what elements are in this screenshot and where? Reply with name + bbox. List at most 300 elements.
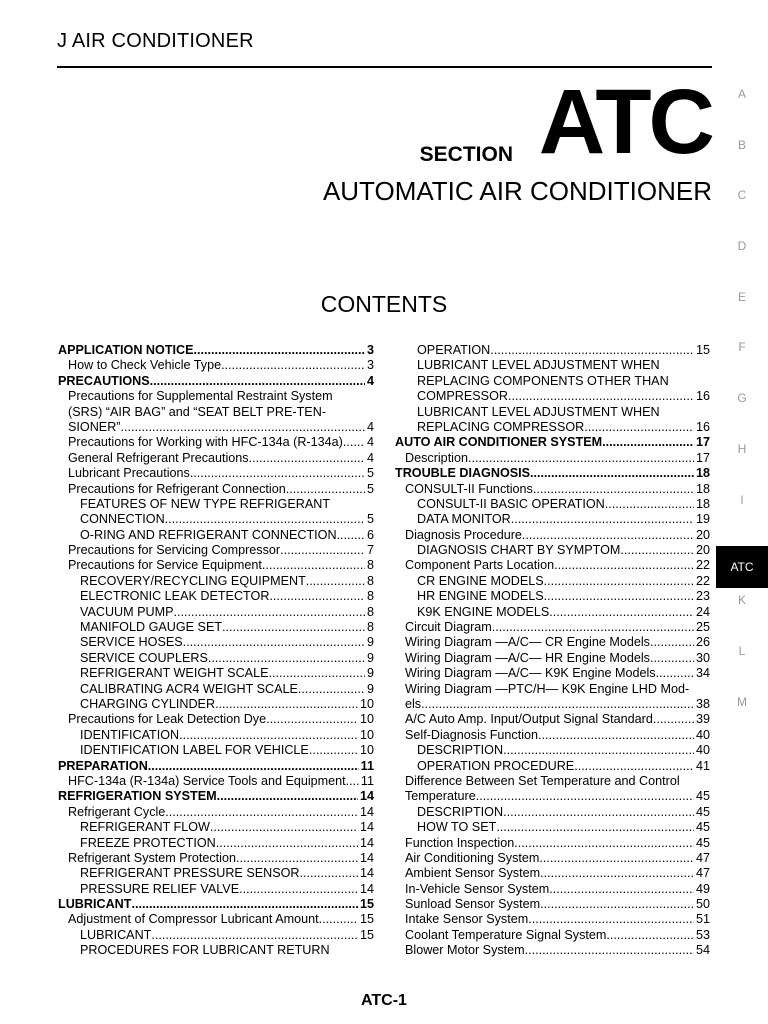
toc-entry[interactable] — [395, 851, 710, 866]
toc-entry[interactable] — [395, 836, 710, 851]
toc-entry[interactable] — [58, 712, 374, 727]
toc-entry-page: 6 — [366, 527, 374, 542]
toc-entry[interactable] — [58, 805, 374, 820]
toc-entry-title: Description — [405, 450, 468, 465]
toc-entry-title: Intake Sensor System — [405, 912, 529, 927]
toc-entry-page: 45 — [695, 789, 710, 804]
toc-entry-page: 5 — [366, 481, 374, 496]
toc-entry-title: CONNECTION — [80, 512, 165, 527]
toc-leader-dots — [525, 943, 694, 958]
toc-entry-title: CR ENGINE MODELS — [417, 573, 544, 588]
toc-entry[interactable] — [395, 497, 710, 512]
toc-leader-dots — [319, 912, 358, 927]
section-tab-a[interactable]: A — [737, 87, 746, 101]
toc-entry[interactable] — [58, 451, 374, 466]
toc-entry[interactable] — [395, 528, 710, 543]
toc-entry-title: REPLACING COMPONENTS OTHER THAN — [417, 373, 669, 388]
toc-entry-title: FREEZE PROTECTION — [80, 835, 216, 850]
toc-entry-page: 26 — [695, 635, 710, 650]
toc-entry-page: 8 — [366, 589, 374, 604]
toc-entry-page: 8 — [366, 604, 374, 619]
toc-entry-page: 18 — [695, 481, 710, 496]
section-tab-m[interactable]: M — [737, 694, 747, 709]
toc-leader-dots — [306, 574, 365, 589]
toc-entry-title: AUTO AIR CONDITIONER SYSTEM — [395, 435, 603, 450]
toc-entry-page: 34 — [695, 666, 710, 681]
toc-leader-dots — [468, 451, 694, 466]
toc-leader-dots — [210, 820, 358, 835]
toc-entry-title: Wiring Diagram —A/C— K9K Engine Models — [405, 666, 656, 681]
toc-leader-dots — [131, 897, 358, 912]
toc-entry[interactable] — [395, 820, 710, 835]
toc-entry-page: 4 — [366, 450, 374, 465]
toc-entry-page: 9 — [366, 635, 374, 650]
toc-entry-page: 15 — [359, 927, 374, 942]
toc-entry-page: 10 — [359, 727, 374, 742]
toc-entry-page: 14 — [359, 789, 374, 804]
toc-entry-title: LUBRICANT — [80, 927, 152, 942]
toc-leader-dots — [190, 466, 365, 481]
toc-entry[interactable] — [395, 728, 710, 743]
toc-entry-title: Wiring Diagram —PTC/H— K9K Engine LHD Mod- — [405, 681, 690, 696]
toc-leader-dots — [216, 836, 358, 851]
section-tab-k[interactable]: K — [737, 593, 746, 608]
toc-entry-title: Difference Between Set Temperature and Control — [405, 773, 680, 788]
section-tab-e[interactable]: E — [737, 289, 746, 304]
toc-entry[interactable] — [58, 358, 374, 373]
toc-entry-page: 39 — [695, 712, 710, 727]
toc-leader-dots — [165, 512, 365, 527]
toc-entry-title: HR ENGINE MODELS — [417, 589, 544, 604]
toc-entry-title: OPERATION PROCEDURE — [417, 758, 575, 773]
toc-entry[interactable] — [395, 789, 710, 804]
toc-entry[interactable] — [58, 512, 374, 527]
toc-entry-title: PROCEDURES FOR LUBRICANT RETURN — [80, 943, 330, 958]
toc-entry-page: 50 — [695, 897, 710, 912]
toc-entry[interactable] — [58, 466, 374, 481]
toc-leader-dots — [309, 743, 358, 758]
toc-entry-title: COMPRESSOR — [417, 389, 508, 404]
toc-entry[interactable] — [395, 651, 710, 666]
toc-entry[interactable] — [58, 851, 374, 866]
toc-entry-title: DIAGNOSIS CHART BY SYMPTOM — [417, 543, 621, 558]
toc-entry[interactable] — [58, 912, 374, 927]
toc-leader-dots — [421, 697, 694, 712]
toc-leader-dots — [150, 374, 365, 389]
toc-entry-title: Function Inspection — [405, 835, 515, 850]
toc-entry[interactable] — [395, 620, 710, 635]
toc-entry-title: PRECAUTIONS — [58, 373, 150, 388]
toc-entry[interactable] — [58, 589, 374, 604]
toc-entry-page: 18 — [695, 496, 710, 511]
section-tab-g[interactable]: G — [737, 391, 747, 406]
toc-entry-title: Coolant Temperature Signal System — [405, 927, 607, 942]
toc-entry-page: 10 — [359, 696, 374, 711]
toc-leader-dots — [236, 851, 358, 866]
toc-leader-dots — [268, 666, 365, 681]
toc-entry[interactable] — [395, 697, 710, 712]
toc-entry-title: REFRIGERATION SYSTEM — [58, 789, 217, 804]
section-tab-strip — [716, 86, 768, 744]
toc-entry-page: 14 — [359, 881, 374, 896]
toc-leader-dots — [605, 497, 694, 512]
toc-entry[interactable] — [58, 820, 374, 835]
toc-entry[interactable] — [395, 774, 710, 789]
toc-leader-dots — [514, 836, 694, 851]
toc-entry-page: 25 — [695, 620, 710, 635]
toc-entry[interactable] — [395, 405, 710, 420]
toc-entry[interactable] — [395, 897, 710, 912]
page-number: ATC-1 — [361, 992, 407, 1009]
toc-entry[interactable] — [58, 759, 374, 774]
toc-entry[interactable] — [395, 759, 710, 774]
toc-entry[interactable] — [58, 374, 374, 389]
toc-leader-dots — [620, 543, 694, 558]
section-title: AUTOMATIC AIR CONDITIONER — [322, 176, 712, 206]
toc-entry[interactable] — [395, 574, 710, 589]
toc-leader-dots — [522, 528, 694, 543]
toc-entry[interactable] — [58, 482, 374, 497]
toc-leader-dots — [280, 543, 365, 558]
toc-entry-title: FEATURES OF NEW TYPE REFRIGERANT — [80, 496, 331, 511]
toc-entry-title: Self-Diagnosis Function — [405, 727, 538, 742]
toc-entry[interactable] — [58, 435, 374, 450]
toc-entry-title: Sunload Sensor System — [405, 897, 541, 912]
section-tab-f[interactable]: F — [738, 340, 746, 355]
toc-entry-title: Precautions for Service Equipment — [68, 558, 262, 573]
toc-entry-title: LUBRICANT LEVEL ADJUSTMENT WHEN — [417, 404, 660, 419]
toc-leader-dots — [492, 620, 694, 635]
toc-entry-title: VACUUM PUMP — [80, 604, 174, 619]
toc-leader-dots — [165, 805, 358, 820]
toc-entry[interactable] — [395, 451, 710, 466]
toc-entry-title: In-Vehicle Sensor System — [405, 881, 550, 896]
toc-leader-dots — [343, 435, 365, 450]
toc-entry-page: 5 — [366, 512, 374, 527]
section-tab-atc[interactable]: ATC — [716, 546, 768, 588]
toc-entry-page: 54 — [695, 943, 710, 958]
toc-entry-page: 5 — [366, 466, 374, 481]
toc-leader-dots — [606, 928, 694, 943]
toc-entry-page: 19 — [695, 512, 710, 527]
toc-entry-page: 47 — [695, 866, 710, 881]
toc-entry-title: REPLACING COMPRESSOR — [417, 419, 585, 434]
toc-leader-dots — [151, 928, 358, 943]
toc-leader-dots — [602, 435, 694, 450]
toc-entry-page: 40 — [695, 743, 710, 758]
toc-entry-title: IDENTIFICATION LABEL FOR VEHICLE — [80, 743, 309, 758]
toc-entry[interactable] — [58, 558, 374, 573]
toc-entry-page: 16 — [695, 389, 710, 404]
toc-leader-dots — [179, 728, 358, 743]
toc-entry[interactable] — [395, 712, 710, 727]
toc-leader-dots — [549, 605, 694, 620]
toc-entry[interactable] — [58, 543, 374, 558]
toc-entry-title: HOW TO SET — [417, 820, 497, 835]
toc-entry-page: 4 — [366, 373, 374, 388]
toc-entry-title: APPLICATION NOTICE — [58, 343, 194, 357]
toc-entry[interactable] — [395, 743, 710, 758]
toc-leader-dots — [239, 882, 358, 897]
toc-entry-page: 20 — [695, 527, 710, 542]
toc-entry[interactable] — [58, 866, 374, 881]
toc-entry-page: 9 — [366, 666, 374, 681]
toc-entry[interactable] — [395, 943, 710, 958]
toc-entry-title: REFRIGERANT PRESSURE SENSOR — [80, 866, 300, 881]
toc-leader-dots — [533, 482, 694, 497]
toc-entry-page: 8 — [366, 573, 374, 588]
toc-entry[interactable] — [395, 512, 710, 527]
toc-entry[interactable] — [58, 405, 374, 420]
toc-entry[interactable] — [58, 928, 374, 943]
toc-entry-title: LUBRICANT LEVEL ADJUSTMENT WHEN — [417, 358, 660, 373]
toc-entry[interactable] — [395, 589, 710, 604]
toc-entry-title: CONSULT-II BASIC OPERATION — [417, 496, 605, 511]
toc-leader-dots — [508, 389, 694, 404]
toc-entry-page: 14 — [359, 835, 374, 850]
toc-leader-dots — [656, 666, 694, 681]
toc-entry-title: Component Parts Location — [405, 558, 555, 573]
toc-entry-page: 18 — [695, 466, 710, 481]
toc-entry[interactable] — [395, 912, 710, 927]
toc-entry[interactable] — [58, 697, 374, 712]
toc-entry-page: 14 — [359, 804, 374, 819]
toc-entry[interactable] — [395, 374, 710, 389]
toc-entry[interactable] — [395, 343, 710, 358]
toc-entry-page: 22 — [695, 573, 710, 588]
toc-leader-dots — [194, 343, 365, 358]
header-rule — [57, 66, 712, 68]
toc-entry-title: els — [405, 696, 422, 711]
toc-leader-dots — [528, 912, 694, 927]
toc-leader-dots — [476, 789, 694, 804]
toc-entry-page: 16 — [695, 419, 710, 434]
toc-entry[interactable] — [58, 743, 374, 758]
toc-entry-title: Circuit Diagram — [405, 620, 492, 635]
toc-leader-dots — [221, 358, 365, 373]
toc-entry-page: 45 — [695, 835, 710, 850]
toc-entry[interactable] — [395, 482, 710, 497]
toc-entry-page: 11 — [360, 758, 374, 773]
toc-entry-page: 15 — [359, 912, 374, 927]
toc-entry-page: 15 — [695, 343, 710, 357]
toc-entry-page: 49 — [695, 881, 710, 896]
toc-entry-title: Precautions for Leak Detection Dye — [68, 712, 267, 727]
toc-entry[interactable] — [395, 435, 710, 450]
toc-leader-dots — [300, 866, 358, 881]
toc-entry-title: REFRIGERANT WEIGHT SCALE — [80, 666, 269, 681]
toc-entry[interactable] — [58, 497, 374, 512]
toc-entry-page: 9 — [366, 681, 374, 696]
toc-entry-title: O-RING AND REFRIGERANT CONNECTION — [80, 527, 337, 542]
toc-entry-page: 7 — [366, 543, 374, 558]
toc-leader-dots — [490, 343, 694, 358]
toc-entry[interactable] — [58, 836, 374, 851]
toc-leader-dots — [262, 558, 365, 573]
toc-leader-dots — [183, 635, 365, 650]
toc-entry-title: MANIFOLD GAUGE SET — [80, 620, 223, 635]
toc-entry-title: CONSULT-II Functions — [405, 481, 533, 496]
toc-entry-page: 10 — [359, 712, 374, 727]
toc-entry-title: HFC-134a (R-134a) Service Tools and Equipment — [68, 773, 346, 788]
toc-leader-dots — [574, 759, 694, 774]
toc-leader-dots — [650, 635, 694, 650]
toc-entry-page: 3 — [366, 358, 374, 373]
group-title: J AIR CONDITIONER — [57, 30, 254, 52]
toc-entry-page: 14 — [359, 850, 374, 865]
toc-entry[interactable] — [58, 620, 374, 635]
toc-entry-title: A/C Auto Amp. Input/Output Signal Standard — [405, 712, 653, 727]
toc-entry[interactable] — [395, 389, 710, 404]
toc-entry[interactable] — [58, 389, 374, 404]
toc-leader-dots — [120, 420, 365, 435]
toc-entry[interactable] — [395, 558, 710, 573]
toc-entry[interactable] — [58, 774, 374, 789]
toc-entry[interactable] — [58, 420, 374, 435]
toc-entry[interactable] — [58, 789, 374, 804]
toc-leader-dots — [650, 651, 694, 666]
toc-entry-title: Air Conditioning System — [405, 850, 540, 865]
toc-entry-title: TROUBLE DIAGNOSIS — [395, 466, 531, 481]
toc-entry-title: PREPARATION — [58, 758, 148, 773]
toc-entry[interactable] — [395, 543, 710, 558]
toc-leader-dots — [530, 466, 694, 481]
toc-leader-dots — [148, 759, 359, 774]
toc-leader-dots — [286, 482, 365, 497]
toc-entry-title: Ambient Sensor System — [405, 866, 541, 881]
toc-entry-title: Precautions for Servicing Compressor — [68, 543, 281, 558]
toc-entry[interactable] — [58, 943, 374, 958]
toc-entry-page: 30 — [695, 650, 710, 665]
toc-entry[interactable] — [395, 420, 710, 435]
section-tab-h[interactable]: H — [737, 441, 747, 456]
toc-entry[interactable] — [395, 466, 710, 481]
toc-entry[interactable] — [58, 528, 374, 543]
toc-entry-title: Blower Motor System — [405, 943, 525, 958]
toc-entry-title: SERVICE COUPLERS — [80, 650, 208, 665]
toc-leader-dots — [298, 682, 365, 697]
toc-entry-title: LUBRICANT — [58, 897, 132, 912]
toc-leader-dots — [540, 866, 694, 881]
toc-entry-title: K9K ENGINE MODELS — [417, 604, 550, 619]
toc-entry[interactable] — [58, 666, 374, 681]
toc-entry-title: How to Check Vehicle Type — [68, 358, 222, 373]
toc-leader-dots — [215, 697, 358, 712]
toc-leader-dots — [337, 528, 365, 543]
section-code: ATC — [538, 71, 712, 173]
toc-entry[interactable] — [395, 682, 710, 697]
toc-entry[interactable] — [395, 866, 710, 881]
toc-entry-page: 4 — [366, 419, 374, 434]
toc-entry[interactable] — [395, 805, 710, 820]
toc-entry[interactable] — [395, 358, 710, 373]
toc-entry-page: 45 — [695, 804, 710, 819]
toc-entry-page: 17 — [695, 450, 710, 465]
toc-entry[interactable] — [395, 635, 710, 650]
toc-entry-page: 51 — [695, 912, 710, 927]
toc-entry-title: Precautions for Supplemental Restraint System — [68, 389, 333, 404]
toc-entry[interactable] — [58, 343, 374, 358]
section-tab-l[interactable]: L — [738, 643, 746, 658]
toc-entry-title: General Refrigerant Precautions — [68, 450, 249, 465]
toc-leader-dots — [539, 851, 694, 866]
toc-entry-title: Wiring Diagram —A/C— HR Engine Models — [405, 650, 650, 665]
toc-entry-page: 17 — [695, 435, 710, 450]
toc-entry[interactable] — [395, 928, 710, 943]
toc-entry-page: 22 — [695, 558, 710, 573]
toc-entry-page: 10 — [359, 743, 374, 758]
toc-entry-page: 14 — [359, 866, 374, 881]
toc-entry-title: CHARGING CYLINDER — [80, 696, 216, 711]
section-tab-i[interactable]: I — [740, 492, 744, 507]
toc-entry-page: 11 — [360, 773, 374, 788]
toc-entry-page: 24 — [695, 604, 710, 619]
toc-entry-title: Lubricant Precautions — [68, 466, 190, 481]
toc-entry-title: ELECTRONIC LEAK DETECTOR — [80, 589, 270, 604]
toc-entry-title: SIONER” — [68, 419, 121, 434]
toc-entry-page: 3 — [366, 343, 374, 357]
toc-entry[interactable] — [58, 682, 374, 697]
toc-entry[interactable] — [58, 728, 374, 743]
toc-entry-page: 14 — [359, 820, 374, 835]
toc-leader-dots — [549, 882, 694, 897]
toc-leader-dots — [346, 774, 359, 789]
toc-entry-page: 20 — [695, 543, 710, 558]
section-tab-c[interactable]: C — [737, 188, 747, 203]
toc-entry-title: Refrigerant System Protection — [68, 850, 236, 865]
toc-leader-dots — [249, 451, 365, 466]
toc-entry-title: REFRIGERANT FLOW — [80, 820, 210, 835]
toc-entry-title: RECOVERY/RECYCLING EQUIPMENT — [80, 573, 306, 588]
toc-entry-page: 53 — [695, 927, 710, 942]
toc-entry[interactable] — [395, 605, 710, 620]
toc-entry[interactable] — [395, 666, 710, 681]
toc-column-left — [58, 343, 374, 959]
toc-entry-page: 8 — [366, 620, 374, 635]
toc-leader-dots — [222, 620, 365, 635]
toc-entry[interactable] — [58, 574, 374, 589]
toc-entry-title: CALIBRATING ACR4 WEIGHT SCALE — [80, 681, 298, 696]
toc-entry-page: 4 — [366, 435, 374, 450]
toc-entry[interactable] — [58, 605, 374, 620]
toc-entry-title: SERVICE HOSES — [80, 635, 183, 650]
toc-column-right — [395, 343, 710, 959]
toc-entry[interactable] — [58, 651, 374, 666]
toc-entry[interactable] — [395, 882, 710, 897]
toc-leader-dots — [266, 712, 358, 727]
toc-entry-page: 40 — [695, 727, 710, 742]
toc-leader-dots — [174, 605, 365, 620]
toc-leader-dots — [503, 743, 694, 758]
toc-entry-title: IDENTIFICATION — [80, 727, 180, 742]
toc-entry-title: Wiring Diagram —A/C— CR Engine Models — [405, 635, 650, 650]
toc-entry[interactable] — [58, 635, 374, 650]
toc-entry-title: DESCRIPTION — [417, 743, 504, 758]
toc-leader-dots — [511, 512, 694, 527]
toc-entry[interactable] — [58, 897, 374, 912]
section-tab-d[interactable]: D — [737, 239, 747, 254]
section-tab-b[interactable]: B — [737, 137, 746, 152]
toc-leader-dots — [217, 789, 358, 804]
toc-entry[interactable] — [58, 882, 374, 897]
toc-entry-page: 38 — [695, 696, 710, 711]
toc-entry-page: 41 — [695, 758, 710, 773]
toc-leader-dots — [503, 805, 694, 820]
toc-leader-dots — [496, 820, 694, 835]
toc-leader-dots — [208, 651, 365, 666]
toc-entry-page: 23 — [695, 589, 710, 604]
toc-entry-title: Temperature — [405, 789, 476, 804]
